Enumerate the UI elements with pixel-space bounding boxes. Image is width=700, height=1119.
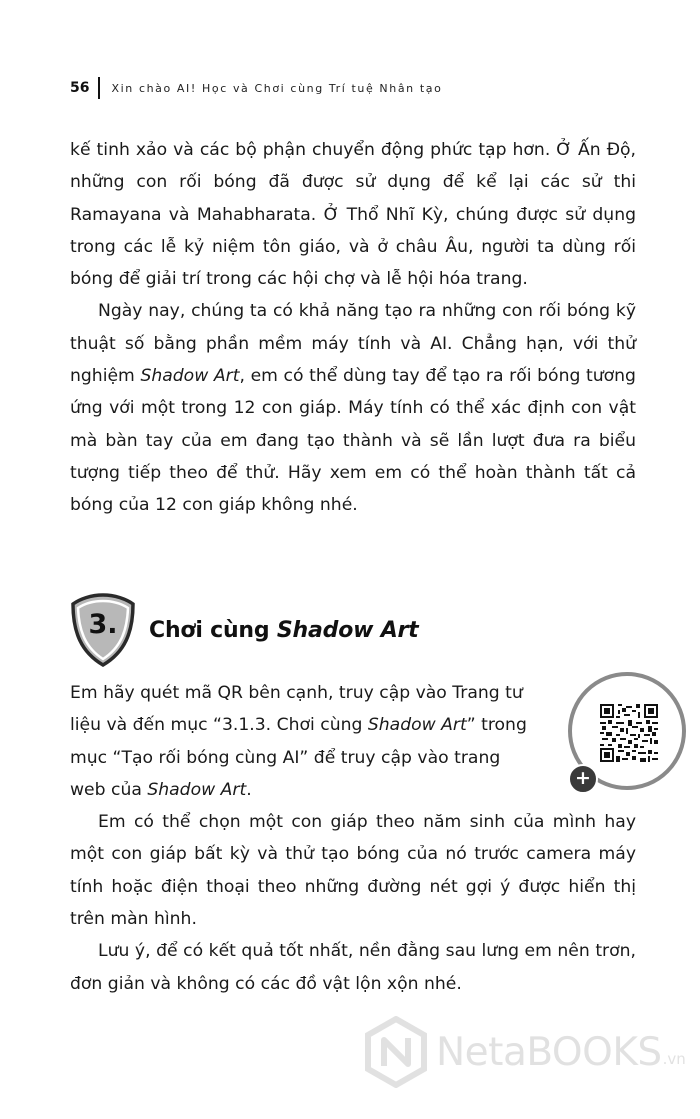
page-header <box>70 76 442 100</box>
plus-icon[interactable]: + <box>568 764 598 794</box>
watermark <box>364 1012 686 1092</box>
paragraph-3-emphasis-2: Shadow Art <box>147 779 247 800</box>
header-divider <box>98 77 100 99</box>
paragraph-2-emphasis: Shadow Art <box>140 366 240 387</box>
paragraph-3 <box>70 677 540 806</box>
qr-code-icon[interactable] <box>600 704 658 762</box>
paragraph-1: kế tinh xảo và các bộ phận chuyển động phức tạp hơn. Ở Ấn Độ, những con rối bóng đã được sử dụng để kể lại các sử thi Ramayana và Mahabharata. Ở Thổ Nhĩ Kỳ, chúng được sử dụng trong các lễ kỷ niệm tôn giáo, và ở châu Âu, người ta dùng rối bóng để giải trí trong các hội chợ và lễ hội hóa trang. <box>70 140 636 290</box>
paragraph-5: Lưu ý, để có kết quả tốt nhất, nền đằng sau lưng em nên trơn, đơn giản và không có các đồ vật lộn xộn nhé. <box>70 941 636 994</box>
paragraph-3-part-c: . <box>246 779 252 800</box>
paragraph-2 <box>70 295 636 521</box>
section-title-emphasis: Shadow Art <box>276 617 419 643</box>
paragraph-3-emphasis-1: Shadow Art <box>367 715 467 736</box>
section-number: 3. <box>88 609 118 640</box>
paragraph-2-part-b: , em có thể dùng tay để tạo ra rối bóng tương ứng với một trong 12 con giáp. Máy tính có thể xác định con vật mà bàn tay của em đang tạo thành và sẽ lần lượt đưa ra biểu tượng tiếp theo để thử. Hãy xem em có thể hoàn thành tất cả bóng của 12 con giáp không nhé. <box>70 366 636 516</box>
body-text-upper <box>70 134 636 522</box>
paragraph-4: Em có thể chọn một con giáp theo năm sinh của mình hay một con giáp bất kỳ và thử tạo bóng của nó trước camera máy tính hoặc điện thoại theo những đường nét gợi ý được hiển thị trên màn hình. <box>70 812 636 930</box>
section-title <box>149 618 419 643</box>
paragraph-3-part-b: ” trong mục “Tạo rối bóng cùng AI” để truy cập vào trang web của <box>70 715 527 800</box>
section-heading <box>70 592 419 668</box>
running-title: Xin chào AI! Học và Chơi cùng Trí tuệ Nhân tạo <box>111 81 443 95</box>
qr-code-badge[interactable] <box>568 672 686 790</box>
paragraph-3-part-a: Em hãy quét mã QR bên cạnh, truy cập vào Trang tư liệu và đến mục “3.1.3. Chơi cùng <box>70 683 523 736</box>
body-text-lower <box>70 677 636 1000</box>
hexagon-logo-icon <box>364 1016 428 1088</box>
section-title-part-a: Chơi cùng <box>149 617 277 643</box>
paragraph-2-part-a: Ngày nay, chúng ta có khả năng tạo ra những con rối bóng kỹ thuật số bằng phần mềm máy tính và AI. Chẳng hạn, với thử nghiệm <box>70 301 636 387</box>
page-number: 56 <box>70 80 90 96</box>
watermark-suffix: .vn <box>662 1050 686 1068</box>
section-number-badge <box>70 592 136 668</box>
watermark-text: NetaBOOKS <box>436 1029 662 1075</box>
